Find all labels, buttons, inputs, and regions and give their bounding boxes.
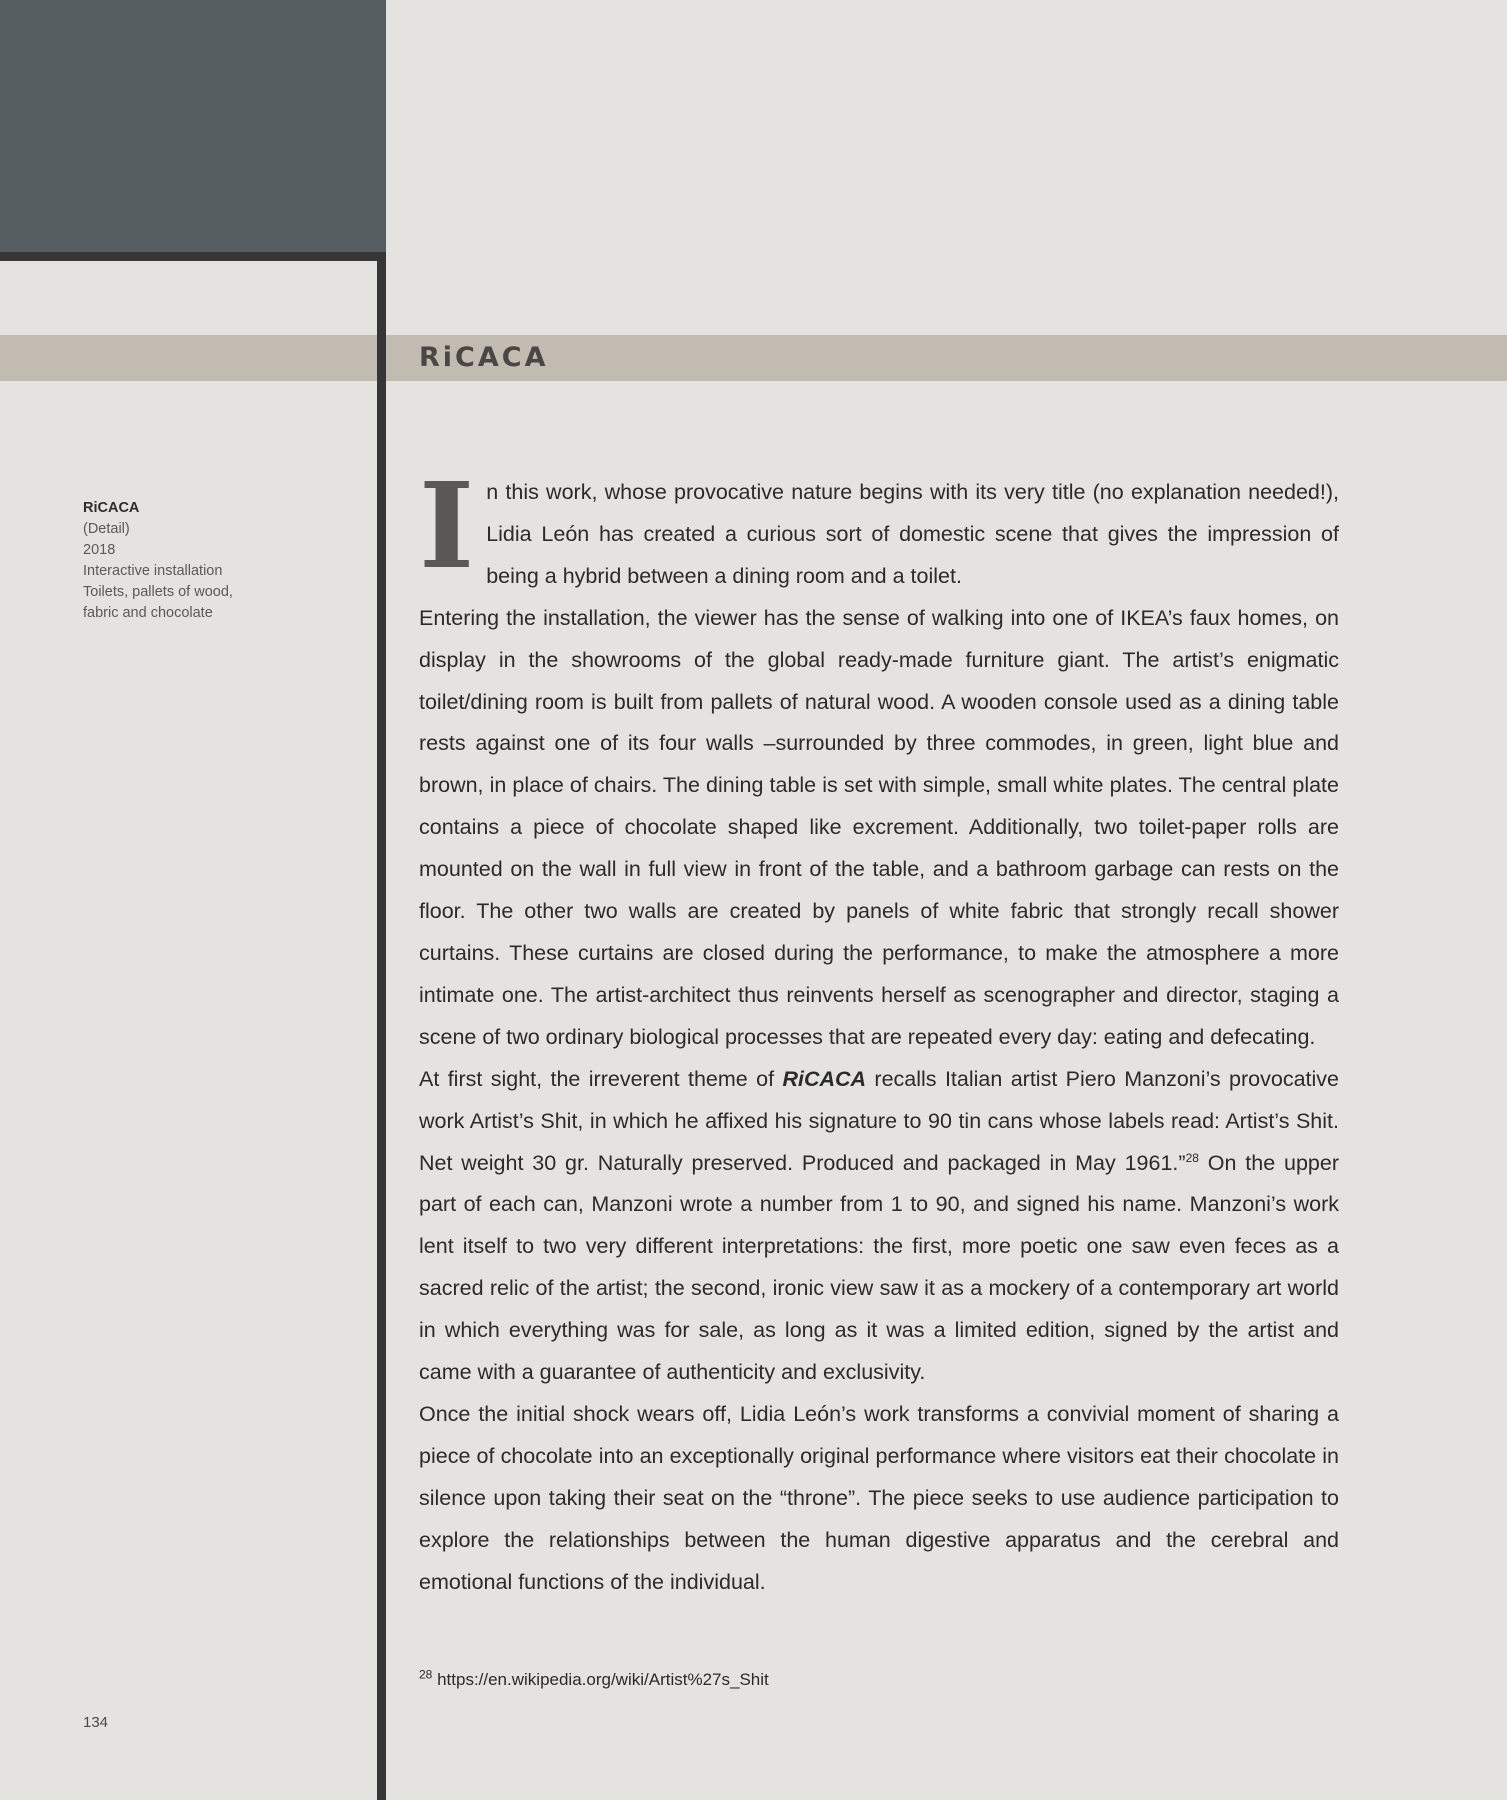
paragraph-3: [419, 1059, 1339, 1394]
paragraph-1: [419, 456, 1339, 598]
paragraph-2: Entering the installation, the viewer has the sense of walking into one of IKEA’s faux homes, on display in the showrooms of the global ready-made furniture giant. The artist’s enigmatic toilet/dining room is built from pallets of natural wood. A wooden console used as a dining table rests against one of its four walls –surrounded by three commodes, in green, light blue and brown, in place of chairs. The dining table is set with simple, small white plates. The central plate contains a piece of chocolate shaped like excrement. Additionally, two toilet-paper rolls are mounted on the wall in full view in front of the table, and a bathroom garbage can rests on the floor. The other two walls are created by panels of white fabric that strongly recall shower curtains. These curtains are closed during the performance, to make the atmosphere a more intimate one. The artist-architect thus reinvents herself as scenographer and director, staging a scene of two ordinary biological processes that are repeated every day: eating and defecating.: [419, 605, 1339, 1049]
paragraph-3-text: On the upper part of each can, Manzoni wrote a number from 1 to 90, and signed his name. Manzoni’s work lent itself to two very different interpretations: the first, more poetic one saw even feces as a sacred relic of the artist; the second, ironic view saw it as a mockery of a contemporary art world in which everything was for sale, as long as it was a limited edition, signed by the artist and came with a guarantee of authenticity and exclusivity.: [419, 1150, 1340, 1385]
footnote-reference[interactable]: 28: [1185, 1150, 1199, 1165]
caption-line: Toilets, pallets of wood,: [83, 584, 233, 600]
caption-line: Interactive installation: [83, 563, 223, 579]
caption-title: RiCACA: [83, 500, 140, 516]
caption-line: (Detail): [83, 521, 130, 537]
artwork-title-emphasis: RiCACA: [782, 1066, 867, 1091]
title-bar-rule-segment: [377, 335, 386, 381]
footnote-link[interactable]: https://en.wikipedia.org/wiki/Artist%27s_Shit: [432, 1670, 769, 1689]
article-body: [419, 456, 1340, 1603]
vertical-rule: [377, 252, 386, 1800]
horizontal-rule: [0, 252, 386, 261]
caption-line: fabric and chocolate: [83, 605, 213, 621]
title-bar: [0, 335, 1507, 381]
page-title: RiCACA: [419, 342, 549, 373]
footnote: [419, 1667, 769, 1690]
paragraph-3-text: At first sight, the irreverent theme of: [419, 1066, 783, 1091]
header-color-block: [0, 0, 386, 252]
paragraph-1-text: n this work, whose provocative nature begins with its very title (no explanation needed!), Lidia León has created a curious sort of domestic scene that gives the impression of being a hybrid between a dining room and a toilet.: [486, 480, 1339, 588]
page-number: 134: [83, 1714, 109, 1731]
drop-cap: I: [419, 456, 475, 595]
paragraph-3-text: recalls Italian artist Piero Manzoni’s provocative work Artist’s Shit, in which he affixed his signature to 90 tin cans whose labels read: Artist’s Shit. Net weight 30 gr. Naturally preserved. Produced and packaged in May 1961.”: [419, 1066, 1339, 1175]
paragraph-4: Once the initial shock wears off, Lidia León’s work transforms a convivial moment of sharing a piece of chocolate into an exceptionally original performance where visitors eat their chocolate in silence upon taking their seat on the “throne”. The piece seeks to use audience participation to explore the relationships between the human digestive apparatus and the cerebral and emotional functions of the individual.: [419, 1401, 1339, 1594]
artwork-caption: [83, 498, 353, 624]
caption-line: 2018: [83, 542, 116, 558]
footnote-number: 28: [419, 1667, 433, 1682]
